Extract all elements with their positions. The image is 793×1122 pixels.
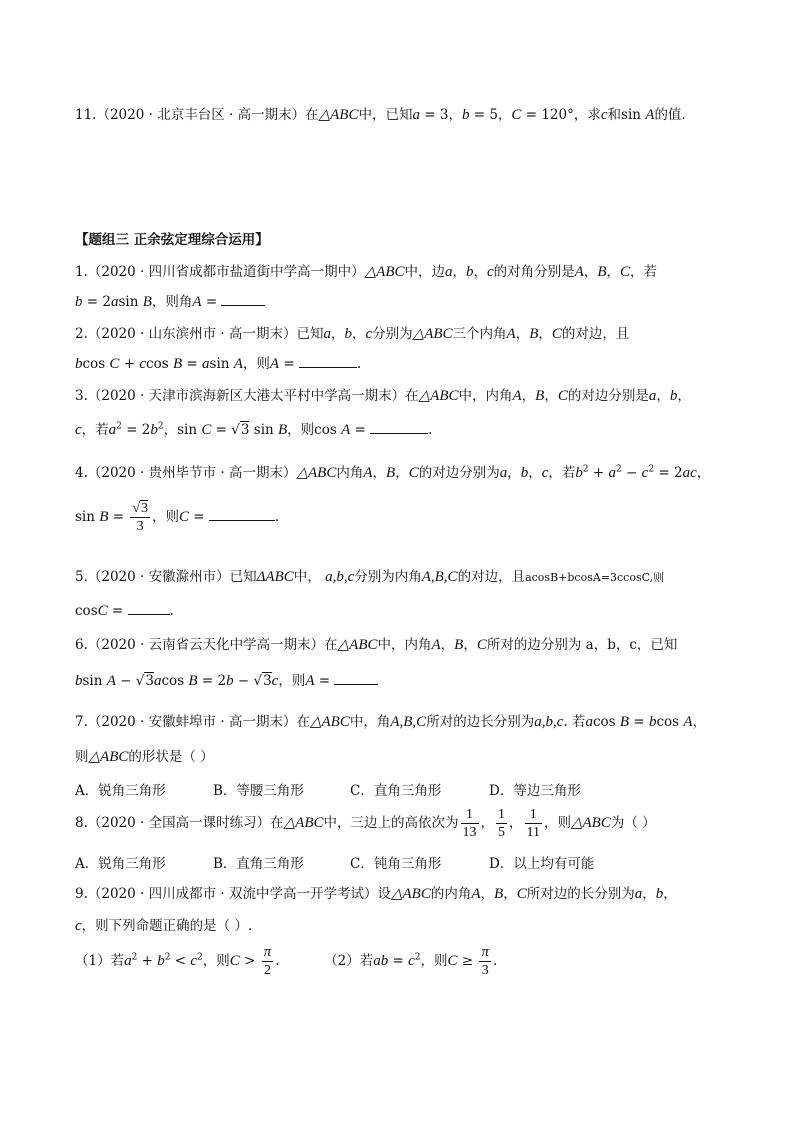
question-1: 1.（2020 · 四川省成都市盐道街中学高一期中）△ABC中，边a，b，c的对角分别是A，B，C，若 — [75, 264, 658, 280]
question-2: 2.（2020 · 山东滨州市 · 高一期末）已知a，b，c分别为△ABC三个内角A，B，C的对边，且 — [75, 326, 630, 342]
question-3-line2: c，若$a^2 = 2b^2$，sin C = √3 sin B，则cos A = . — [75, 421, 433, 438]
option-a[interactable]: A．锐角三角形 — [75, 783, 166, 799]
option-c[interactable]: C．直角三角形 — [350, 783, 442, 799]
option-d[interactable]: D．等边三角形 — [489, 783, 581, 799]
question-2-line2: bcos C + ccos B = asin A，则A = . — [75, 356, 362, 372]
option-b[interactable]: B．直角三角形 — [213, 856, 304, 872]
answer-blank[interactable] — [209, 508, 275, 521]
question-4-line2: sin B = $\frac{√3}{3}$ ，则C = . — [75, 501, 280, 534]
answer-blank[interactable] — [299, 355, 357, 368]
answer-blank[interactable] — [334, 672, 378, 685]
answer-blank[interactable] — [370, 421, 428, 434]
question-3: 3.（2020 · 天津市滨海新区大港太平村中学高一期末）在△ABC中，内角A，B，C的对边分别是a，b， — [75, 388, 691, 404]
section-title: 【题组三 正余弦定理综合运用】 — [75, 232, 269, 248]
question-9: 9.（2020 · 四川成都市 · 双流中学高一开学考试）设△ABC的内角A，B，C所对边的长分别为a，b， — [75, 886, 677, 902]
question-5: 5.（2020 · 安徽滁州市）已知ΔABC中， a,b,c分别为内角A,B,C的对边，且acosB+bcosA=3ccosC,则 — [75, 569, 665, 585]
question-9-line2: c，则下列命题正确的是（ ）. — [75, 918, 253, 934]
triangle-abc: △ABC — [318, 107, 359, 123]
question-9-propositions: （1）若$a^2 + b^2 < c^2$，则C > $\frac{\pi}{2}$ . （2）若ab = $c^2$，则C ≥ $\frac{\pi}{3}$ . — [75, 944, 498, 978]
question-6-line2: bsin A − √3acos B = 2b − √3c，则A = — [75, 669, 753, 690]
question-4: 4.（2020 · 贵州毕节市 · 高一期末）△ABC内角A，B，C的对边分别为a，b，c，若$b^2 + a^2 - c^2 = 2ac$， — [75, 464, 711, 481]
option-a[interactable]: A．锐角三角形 — [75, 856, 166, 872]
option-b[interactable]: B．等腰三角形 — [213, 783, 304, 799]
question-7-line2: 则△ABC的形状是（ ） — [75, 749, 214, 765]
question-1-line2: b = 2asin B，则角A = — [75, 290, 753, 311]
option-d[interactable]: D．以上均有可能 — [489, 856, 595, 872]
option-c[interactable]: C．钝角三角形 — [350, 856, 442, 872]
question-8: 8.（2020 · 全国高一课时练习）在△ABC中，三边上的高依次为 $\frac{1}{13}$ ， $\frac{1}{5}$ ， $\frac{1}{11}$ ，则△ABC为（ ） — [75, 807, 656, 840]
question-8-options — [75, 852, 753, 872]
answer-blank[interactable] — [221, 293, 265, 306]
answer-blank[interactable] — [128, 602, 170, 615]
question-7-options — [75, 779, 753, 799]
question-7: 7.（2020 · 安徽蚌埠市 · 高一期末）在△ABC中，角A,B,C所对的边长分别为a,b,c. 若acos B = bcos A， — [75, 714, 707, 730]
question-11: 11.（2020 · 北京丰台区 · 高一期末）在△ABC中，已知a = 3，b = 5，C = 120°，求c和sin A的值. — [75, 107, 686, 123]
question-5-line2: cosC = . — [75, 603, 174, 619]
question-6: 6.（2020 · 云南省云天化中学高一期末）在△ABC中，内角A，B，C所对的边分别为 a，b，c，已知 — [75, 637, 678, 653]
